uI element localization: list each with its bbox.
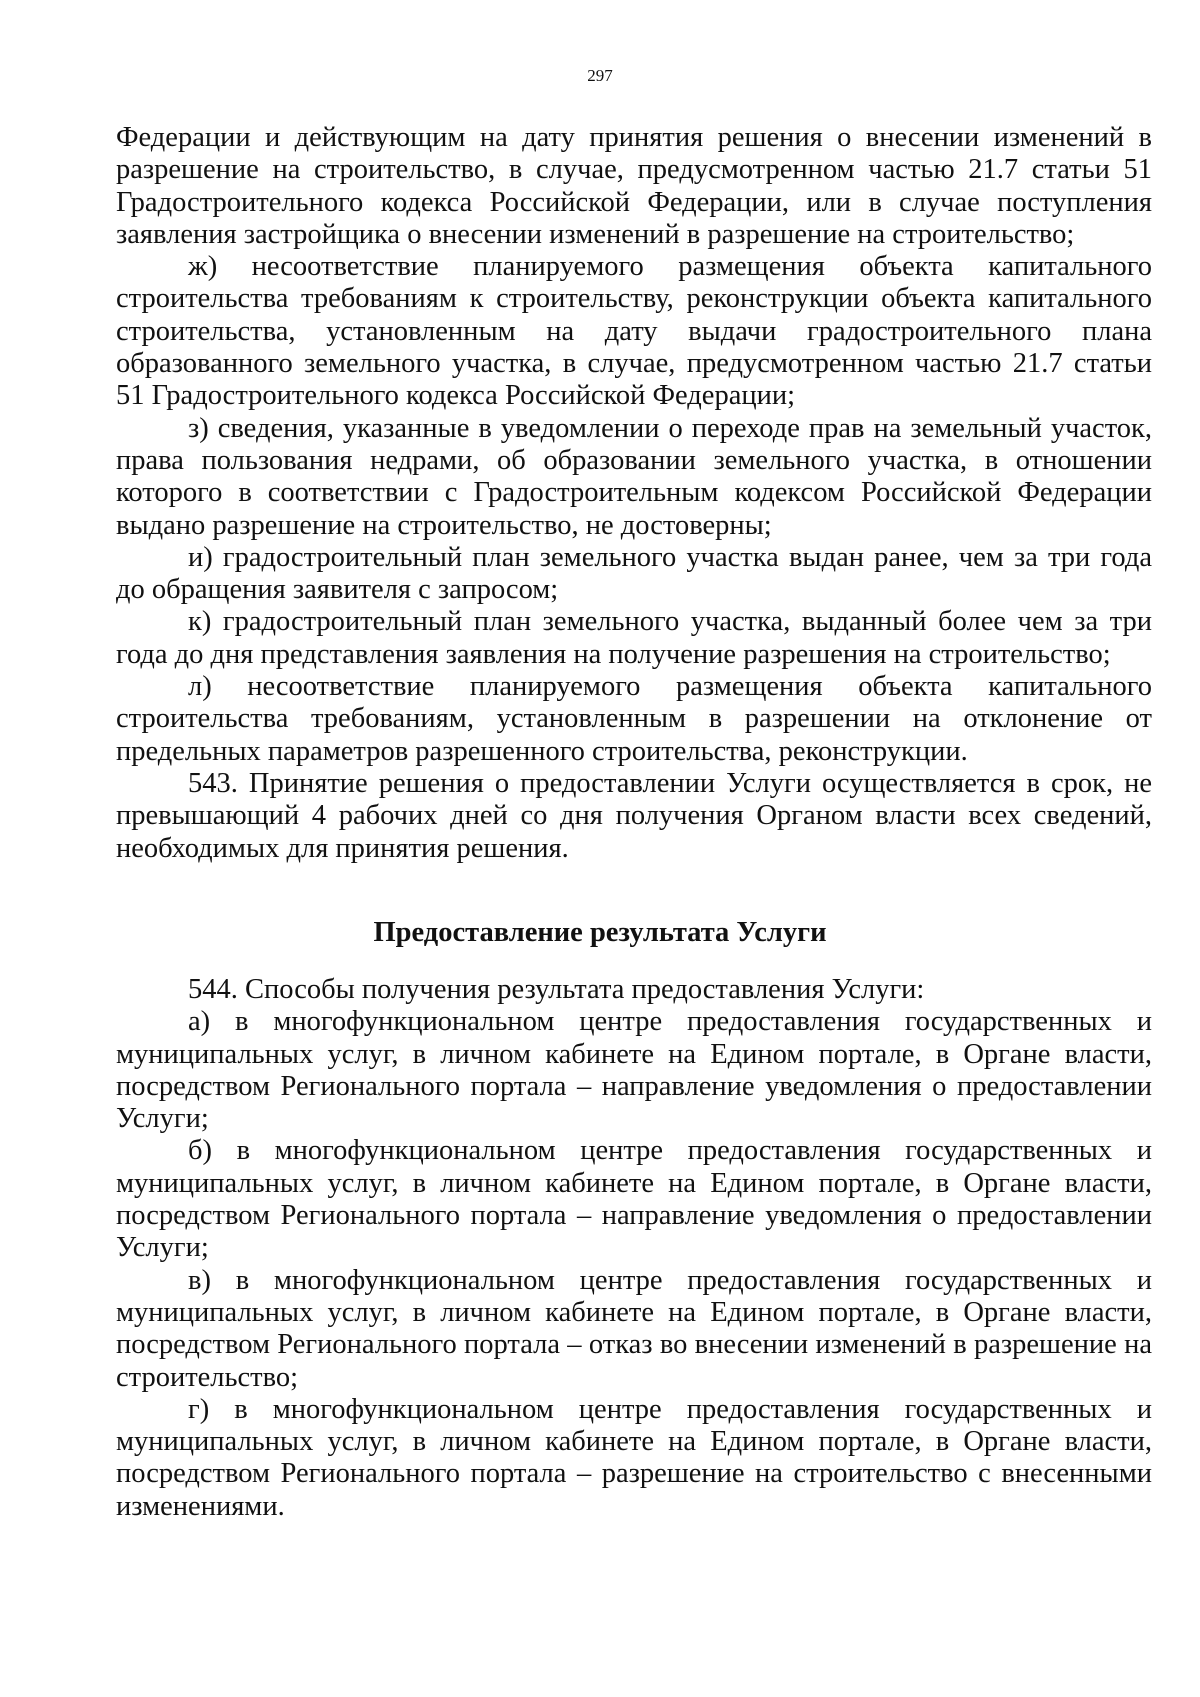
body-text-top (116, 122, 1152, 865)
paragraph-item-v: в) в многофункциональном центре предоставления государственных и муниципальных услуг, в личном кабинете на Едином портале, в Органе власти, посредством Регионального портала – отказ во внесении изменений в разрешение на строительство; (116, 1264, 1152, 1393)
paragraph-continuation: Федерации и действующим на дату принятия решения о внесении изменений в разрешение на строительство, в случае, предусмотренном частью 21.7 статьи 51 Градостроительного кодекса Российской Федерации, или в случае поступления заявления застройщика о внесении изменений в разрешение на строительство; (116, 122, 1152, 250)
paragraph-item-k: к) градостроительный план земельного участка, выданный более чем за три года до дня представления заявления на получение разрешения на строительство; (116, 606, 1152, 670)
body-text-bottom (116, 974, 1152, 1523)
paragraph-item-z: з) сведения, указанные в уведомлении о переходе прав на земельный участок, права пользования недрами, об образовании земельного участка, в отношении которого в соответствии с Градостроительным кодексом Российской Федерации выдано разрешение на строительство, не достоверны; (116, 412, 1152, 541)
page-number: 297 (587, 66, 613, 85)
paragraph-item-i: и) градостроительный план земельного участка выдан ранее, чем за три года до обращения заявителя с запросом; (116, 541, 1152, 606)
paragraph-item-zh: ж) несоответствие планируемого размещения объекта капитального строительства требованиям к строительству, реконструкции объекта капитального строительства, установленным на дату выдачи градостроительного плана образованного земельного участка, в случае, предусмотренном частью 21.7 статьи 51 Градостроительного кодекса Российской Федерации; (116, 251, 1152, 412)
paragraph-item-a: а) в многофункциональном центре предоставления государственных и муниципальных услуг, в личном кабинете на Едином портале, в Органе власти, посредством Регионального портала – направление уведомления о предоставлении Услуги; (116, 1006, 1152, 1135)
paragraph-item-l: л) несоответствие планируемого размещения объекта капитального строительства требованиям, установленным в разрешении на отклонение от предельных параметров разрешенного строительства, реконструкции. (116, 671, 1152, 767)
paragraph-543: 543. Принятие решения о предоставлении Услуги осуществляется в срок, не превышающий 4 рабочих дней со дня получения Органом власти всех сведений, необходимых для принятия решения. (116, 767, 1152, 864)
paragraph-item-b: б) в многофункциональном центре предоставления государственных и муниципальных услуг, в личном кабинете на Едином портале, в Органе власти, посредством Регионального портала – направление уведомления о предоставлении Услуги; (116, 1135, 1152, 1264)
paragraph-item-g: г) в многофункциональном центре предоставления государственных и муниципальных услуг, в личном кабинете на Едином портале, в Органе власти, посредством Регионального портала – разрешение на строительство с внесенными изменениями. (116, 1393, 1152, 1522)
paragraph-544: 544. Способы получения результата предоставления Услуги: (188, 974, 925, 1005)
section-heading: Предоставление результата Услуги (373, 917, 827, 948)
